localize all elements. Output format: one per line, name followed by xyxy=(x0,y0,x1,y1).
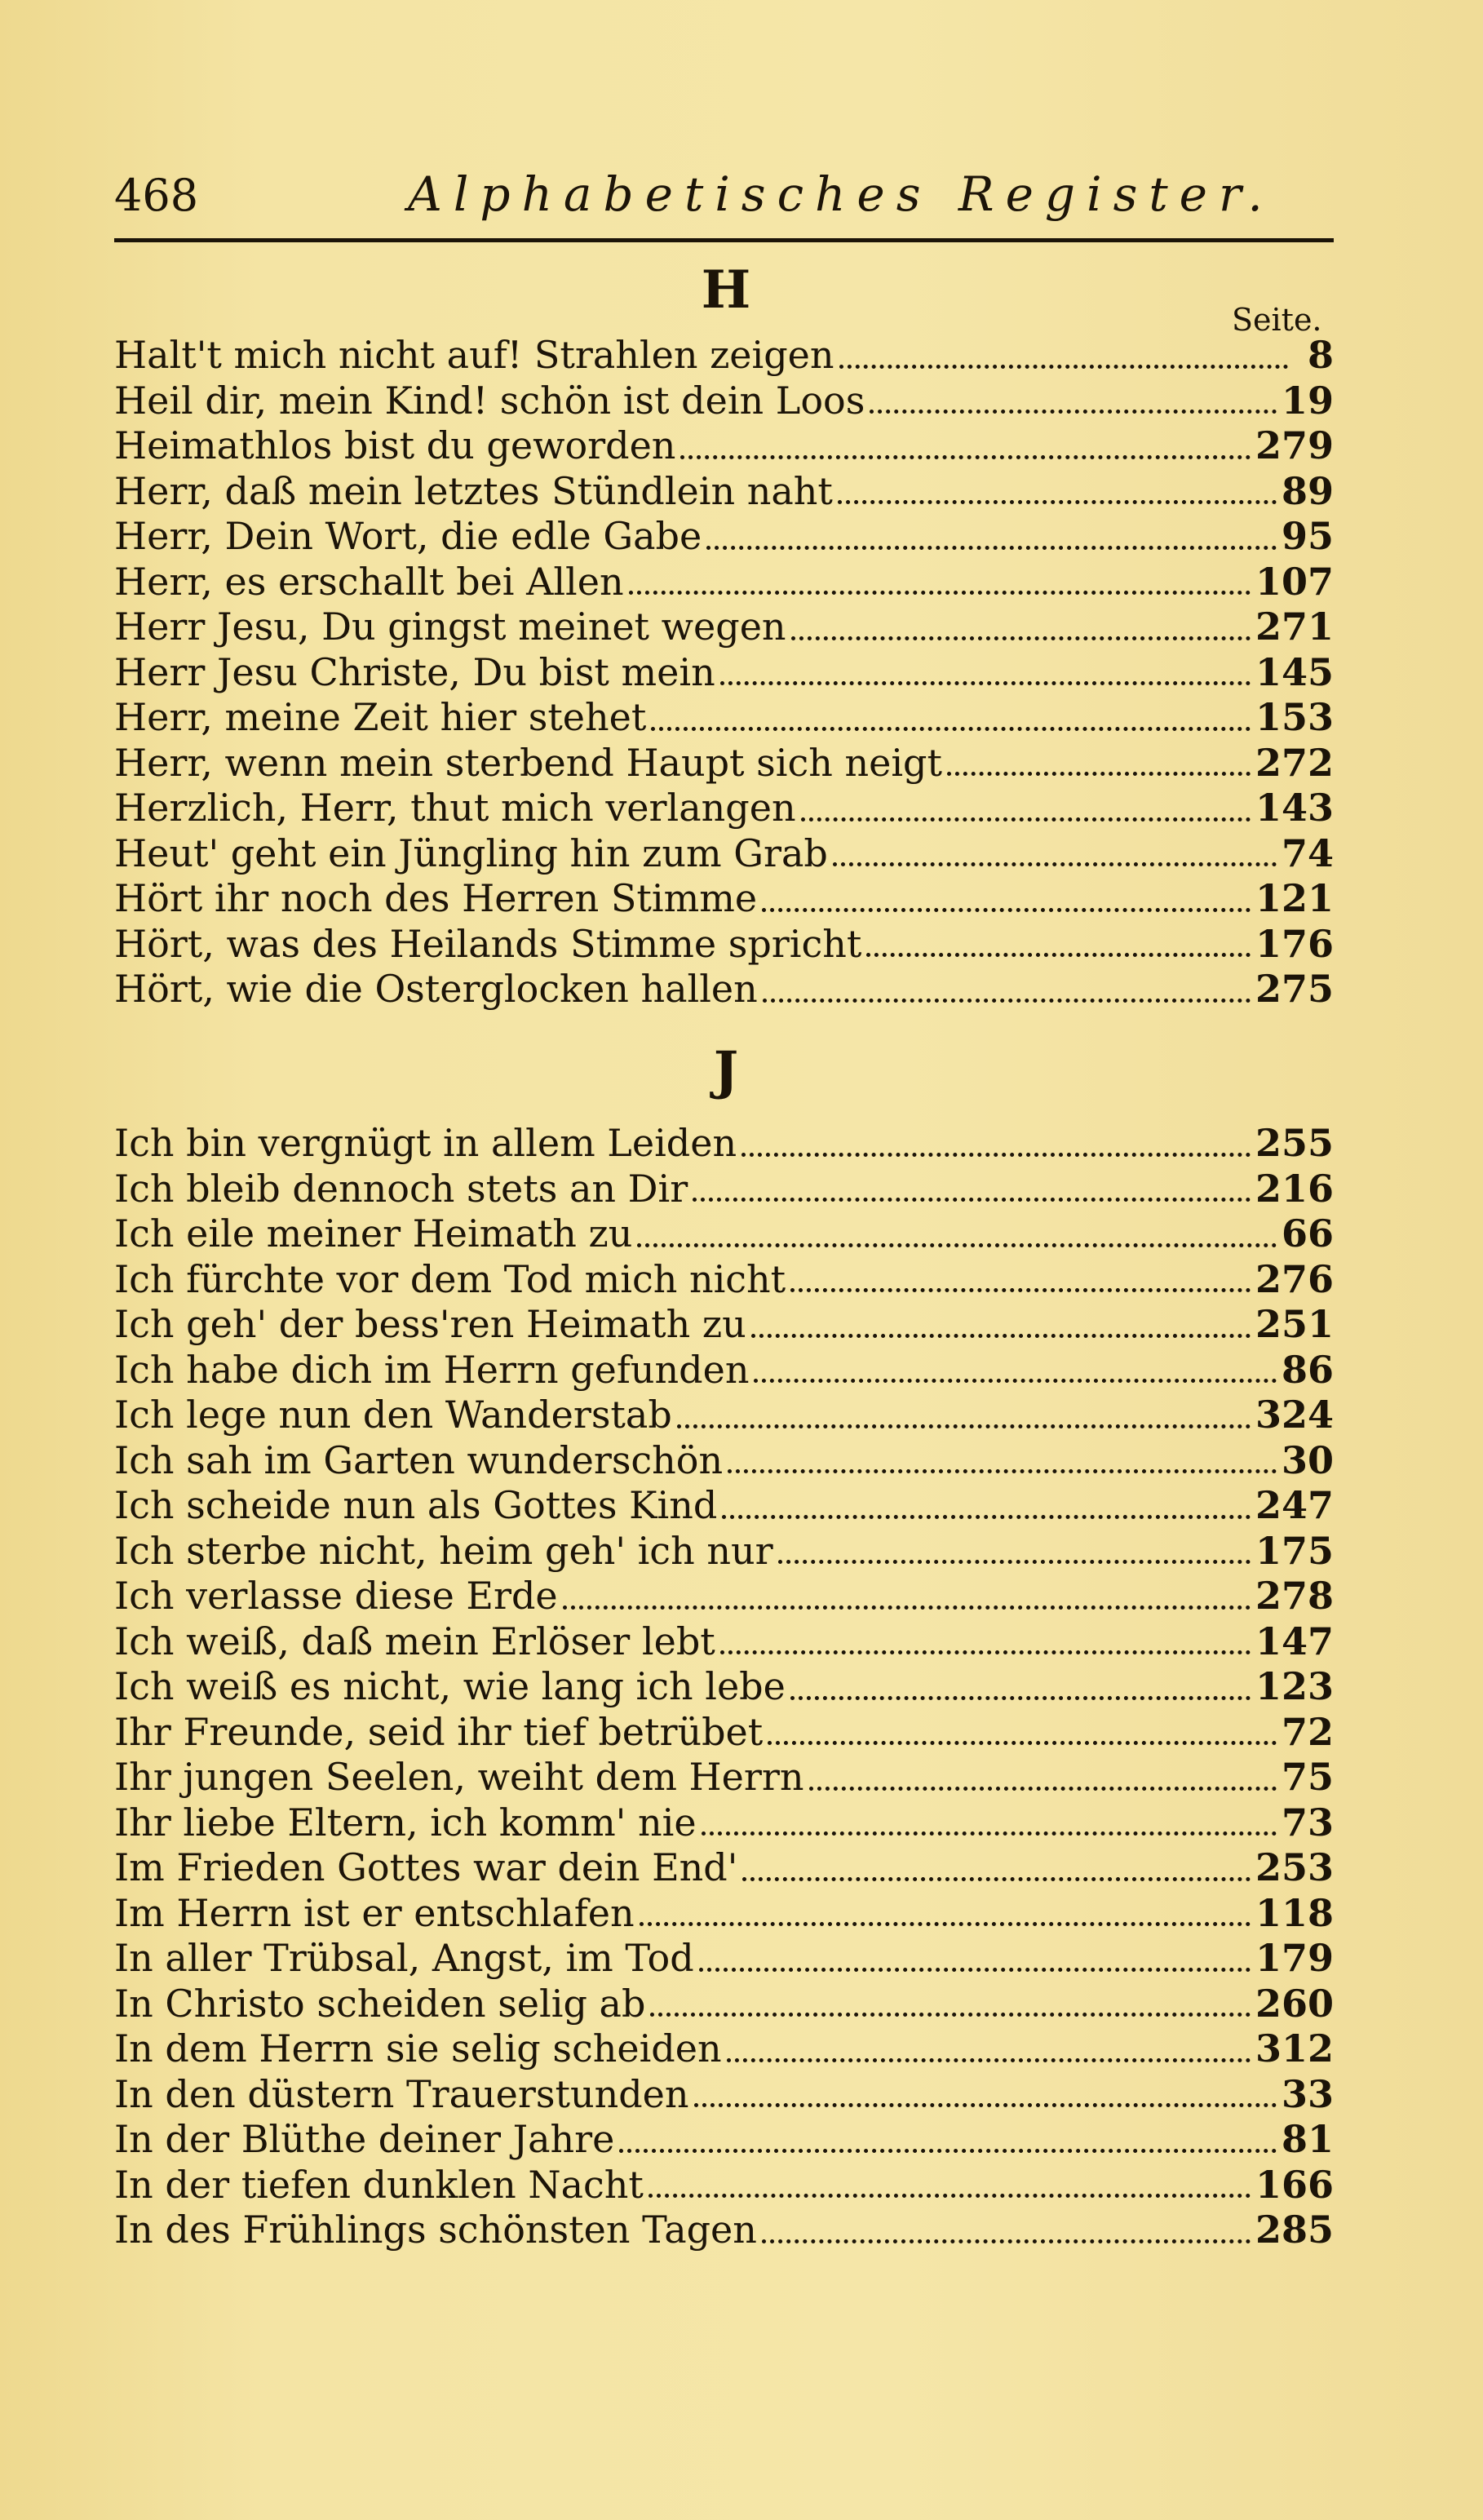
register-entry xyxy=(114,1800,1334,1846)
entry-page-number: 74 xyxy=(1281,830,1334,875)
register-entry xyxy=(114,1211,1334,1257)
section-letter-j: J xyxy=(713,1040,739,1101)
entry-title: Ich bin vergnügt in allem Leiden xyxy=(114,1121,737,1165)
register-entry xyxy=(114,2072,1334,2118)
entry-title: Heimathlos bist du geworden xyxy=(114,423,676,467)
entry-title: Ich weiß es nicht, wie lang ich lebe xyxy=(114,1664,786,1708)
register-entry xyxy=(114,1755,1334,1800)
dot-leader xyxy=(742,1145,1251,1157)
register-entry xyxy=(114,379,1334,424)
entry-title: Heut' geht ein Jüngling hin zum Grab xyxy=(114,830,828,875)
entry-title: Halt't mich nicht auf! Strahlen zeigen xyxy=(114,333,834,377)
running-title: Alphabetisches Register. xyxy=(408,166,1274,222)
register-entry xyxy=(114,1121,1334,1167)
entry-page-number: 175 xyxy=(1255,1528,1334,1573)
entry-page-number: 30 xyxy=(1281,1437,1334,1482)
entry-title: In der Blüthe deiner Jahre xyxy=(114,2117,615,2161)
entry-page-number: 72 xyxy=(1281,1709,1334,1754)
entry-page-number: 118 xyxy=(1255,1890,1334,1935)
register-entry xyxy=(114,469,1334,515)
register-entry xyxy=(114,2163,1334,2208)
register-entry xyxy=(114,1438,1334,1484)
dot-leader xyxy=(563,1597,1251,1610)
entry-page-number: 271 xyxy=(1255,605,1334,649)
register-entry xyxy=(114,1529,1334,1574)
register-entry xyxy=(114,1891,1334,1937)
dot-leader xyxy=(720,673,1251,685)
dot-leader xyxy=(699,1960,1251,1972)
dot-leader xyxy=(680,447,1251,459)
entry-page-number: 89 xyxy=(1281,468,1334,513)
entry-title: Ich eile meiner Heimath zu xyxy=(114,1211,633,1256)
entry-page-number: 75 xyxy=(1281,1755,1334,1799)
entry-title: In Christo scheiden selig ab xyxy=(114,1981,646,2026)
dot-leader xyxy=(706,538,1277,550)
entry-title: Ich verlasse diese Erde xyxy=(114,1574,558,1618)
entry-title: Herr Jesu Christe, Du bist mein xyxy=(114,649,715,694)
dot-leader xyxy=(833,854,1277,866)
dot-leader xyxy=(762,900,1251,912)
entry-page-number: 19 xyxy=(1281,378,1334,423)
entry-title: Ich geh' der bess'ren Heimath zu xyxy=(114,1302,746,1346)
entry-title: In aller Trübsal, Angst, im Tod xyxy=(114,1936,694,1980)
dot-leader xyxy=(650,2004,1251,2017)
entry-page-number: 147 xyxy=(1255,1619,1334,1663)
dot-leader xyxy=(838,492,1277,504)
entry-page-number: 278 xyxy=(1255,1574,1334,1618)
entry-page-number: 81 xyxy=(1281,2117,1334,2161)
register-entry xyxy=(114,1302,1334,1348)
entry-title: Ihr liebe Eltern, ich komm' nie xyxy=(114,1800,697,1845)
entry-title: Herr, meine Zeit hier stehet xyxy=(114,695,647,739)
register-entry xyxy=(114,1664,1334,1710)
register-entry xyxy=(114,1393,1334,1438)
entry-title: Ich weiß, daß mein Erlöser lebt xyxy=(114,1619,715,1663)
register-entry xyxy=(114,741,1334,786)
entry-page-number: 8 xyxy=(1307,333,1334,377)
entry-title: Hört, was des Heilands Stimme spricht xyxy=(114,921,862,966)
register-entry xyxy=(114,831,1334,877)
register-entry xyxy=(114,333,1334,379)
entry-page-number: 279 xyxy=(1255,423,1334,467)
register-entry xyxy=(114,2208,1334,2253)
entry-page-number: 216 xyxy=(1255,1166,1334,1211)
entry-page-number: 123 xyxy=(1255,1664,1334,1708)
register-entry xyxy=(114,650,1334,696)
dot-leader xyxy=(839,357,1288,369)
entry-page-number: 324 xyxy=(1255,1393,1334,1437)
dot-leader xyxy=(640,1914,1251,1926)
dot-leader xyxy=(754,1371,1277,1383)
entry-page-number: 251 xyxy=(1255,1302,1334,1346)
entry-page-number: 143 xyxy=(1255,786,1334,830)
dot-leader xyxy=(694,2095,1277,2107)
entry-page-number: 86 xyxy=(1281,1347,1334,1392)
dot-leader xyxy=(809,1778,1277,1791)
dot-leader xyxy=(768,1733,1277,1745)
register-entry xyxy=(114,1845,1334,1891)
section-j-entries xyxy=(114,1121,1334,2253)
page-header xyxy=(114,155,1338,237)
entry-title: Ihr jungen Seelen, weiht dem Herrn xyxy=(114,1755,804,1799)
register-entry xyxy=(114,1619,1334,1665)
register-entry xyxy=(114,1483,1334,1529)
entry-page-number: 95 xyxy=(1281,514,1334,558)
dot-leader xyxy=(763,990,1251,1003)
register-entry xyxy=(114,786,1334,831)
register-entry xyxy=(114,514,1334,560)
register-entry xyxy=(114,1574,1334,1619)
entry-title: Ich scheide nun als Gottes Kind xyxy=(114,1483,718,1527)
register-entry xyxy=(114,560,1334,605)
register-entry xyxy=(114,876,1334,922)
entry-title: Ich lege nun den Wanderstab xyxy=(114,1393,672,1437)
entry-page-number: 66 xyxy=(1281,1211,1334,1256)
entry-title: In den düstern Trauerstunden xyxy=(114,2071,689,2116)
dot-leader xyxy=(790,1688,1251,1700)
dot-leader xyxy=(778,1552,1251,1564)
dot-leader xyxy=(637,1235,1277,1247)
entry-page-number: 272 xyxy=(1255,740,1334,785)
register-entry xyxy=(114,967,1334,1012)
entry-title: Ich bleib dennoch stets an Dir xyxy=(114,1166,688,1211)
dot-leader xyxy=(947,764,1251,776)
entry-page-number: 153 xyxy=(1255,695,1334,739)
entry-title: Herr, daß mein letztes Stündlein naht xyxy=(114,468,833,513)
entry-title: In der tiefen dunklen Nacht xyxy=(114,2162,644,2207)
entry-title: Heil dir, mein Kind! schön ist dein Loos xyxy=(114,378,865,423)
dot-leader xyxy=(790,1280,1251,1292)
entry-page-number: 121 xyxy=(1255,876,1334,920)
entry-page-number: 312 xyxy=(1255,2026,1334,2070)
entry-title: Ich habe dich im Herrn gefunden xyxy=(114,1347,750,1392)
entry-page-number: 176 xyxy=(1255,921,1334,966)
dot-leader xyxy=(762,2231,1251,2243)
dot-leader xyxy=(651,719,1251,731)
entry-page-number: 179 xyxy=(1255,1936,1334,1980)
entry-title: Hört ihr noch des Herren Stimme xyxy=(114,876,758,920)
entry-page-number: 145 xyxy=(1255,649,1334,694)
dot-leader xyxy=(649,2186,1251,2198)
section-letter-h: H xyxy=(701,259,751,321)
page-number: 468 xyxy=(114,170,199,221)
entry-page-number: 107 xyxy=(1255,559,1334,604)
dot-leader xyxy=(693,1189,1251,1202)
entry-title: Herzlich, Herr, thut mich verlangen xyxy=(114,786,796,830)
entry-title: Ich fürchte vor dem Tod mich nicht xyxy=(114,1256,786,1301)
entry-title: Im Frieden Gottes war dein End' xyxy=(114,1845,738,1889)
entry-page-number: 255 xyxy=(1255,1121,1334,1165)
entry-title: Herr, Dein Wort, die edle Gabe xyxy=(114,514,702,558)
section-h-entries xyxy=(114,333,1334,1012)
register-entry xyxy=(114,1348,1334,1393)
entry-page-number: 247 xyxy=(1255,1483,1334,1527)
register-entry xyxy=(114,2117,1334,2163)
entry-page-number: 275 xyxy=(1255,967,1334,1011)
header-rule xyxy=(114,238,1334,242)
dot-leader xyxy=(727,2050,1251,2062)
entry-page-number: 253 xyxy=(1255,1845,1334,1889)
entry-title: Herr, wenn mein sterbend Haupt sich neigt xyxy=(114,740,942,785)
seite-column-label: Seite. xyxy=(1232,302,1322,338)
entry-title: Herr Jesu, Du gingst meinet wegen xyxy=(114,605,786,649)
dot-leader xyxy=(619,2141,1277,2153)
register-entry xyxy=(114,1257,1334,1303)
register-entry xyxy=(114,1936,1334,1982)
entry-title: Im Herrn ist er entschlafen xyxy=(114,1890,635,1935)
dot-leader xyxy=(751,1326,1251,1338)
register-entry xyxy=(114,1710,1334,1756)
dot-leader xyxy=(677,1416,1251,1428)
entry-title: Herr, es erschallt bei Allen xyxy=(114,559,624,604)
entry-page-number: 260 xyxy=(1255,1981,1334,2026)
entry-page-number: 33 xyxy=(1281,2071,1334,2116)
dot-leader xyxy=(722,1507,1251,1519)
entry-page-number: 276 xyxy=(1255,1256,1334,1301)
register-entry xyxy=(114,2026,1334,2072)
entry-title: Hört, wie die Osterglocken hallen xyxy=(114,967,758,1011)
register-entry xyxy=(114,1167,1334,1212)
dot-leader xyxy=(870,401,1277,414)
entry-title: In dem Herrn sie selig scheiden xyxy=(114,2026,722,2070)
dot-leader xyxy=(801,809,1251,822)
entry-title: Ich sah im Garten wunderschön xyxy=(114,1437,724,1482)
entry-title: Ich sterbe nicht, heim geh' ich nur xyxy=(114,1528,773,1573)
entry-page-number: 73 xyxy=(1281,1800,1334,1845)
dot-leader xyxy=(866,945,1251,957)
entry-title: In des Frühlings schönsten Tagen xyxy=(114,2208,757,2252)
entry-page-number: 166 xyxy=(1255,2162,1334,2207)
dot-leader xyxy=(742,1869,1251,1881)
dot-leader xyxy=(629,582,1251,595)
dot-leader xyxy=(791,628,1251,640)
entry-page-number: 285 xyxy=(1255,2208,1334,2252)
dot-leader xyxy=(720,1642,1251,1654)
register-entry xyxy=(114,423,1334,469)
entry-title: Ihr Freunde, seid ihr tief betrübet xyxy=(114,1709,764,1754)
register-entry xyxy=(114,922,1334,968)
register-entry xyxy=(114,605,1334,650)
dot-leader xyxy=(728,1461,1277,1473)
register-entry xyxy=(114,695,1334,741)
register-entry xyxy=(114,1982,1334,2027)
dot-leader xyxy=(702,1823,1277,1836)
